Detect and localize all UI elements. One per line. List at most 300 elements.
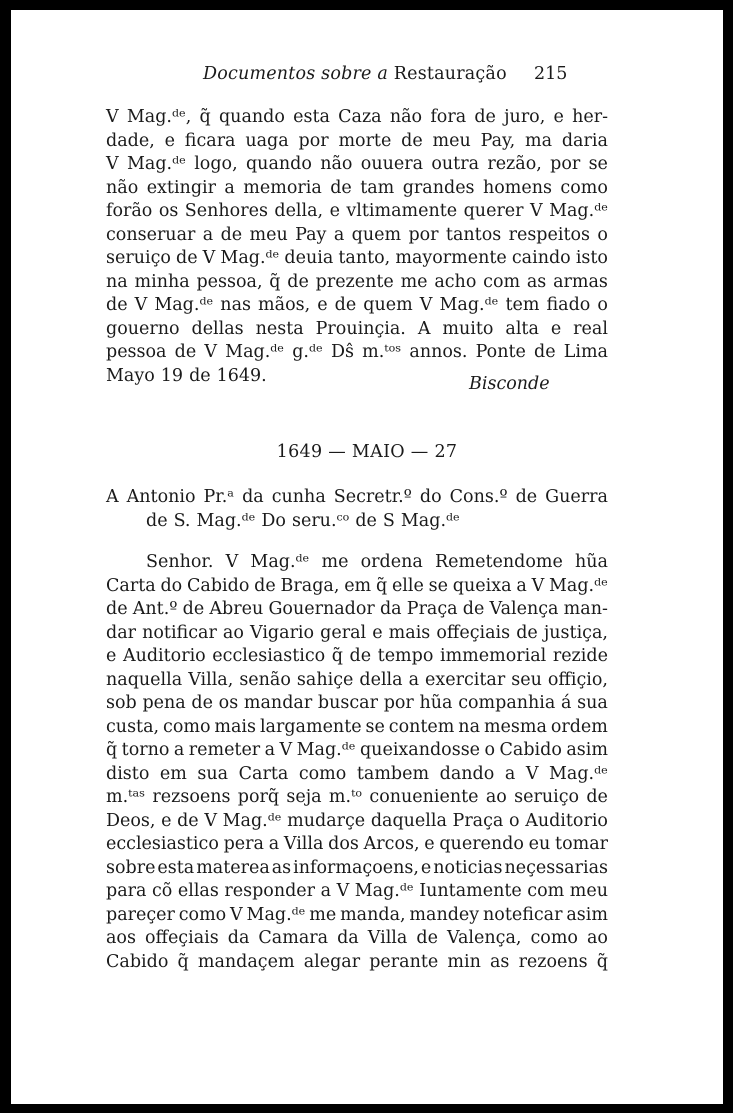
word: dos [328, 834, 359, 854]
word: her- [572, 107, 608, 127]
word: sobre [106, 857, 156, 878]
word: contem [388, 716, 455, 737]
word: V [106, 107, 119, 127]
word: V [336, 881, 350, 901]
word: de [106, 295, 128, 315]
word: offiçio, [547, 669, 608, 690]
word: como [530, 928, 578, 948]
word: de [146, 510, 168, 531]
word: Prouinçia. [315, 318, 406, 339]
word: ouuera [360, 154, 424, 174]
word: Cabido [187, 575, 250, 596]
word: Arcos, [363, 834, 420, 854]
word: por [408, 224, 439, 245]
word: memoria [243, 177, 322, 198]
word: de [355, 510, 377, 531]
word: do [160, 575, 183, 596]
word: os [158, 201, 179, 221]
word: asim [566, 904, 608, 925]
word: g.ᵈᵉ [292, 342, 323, 362]
word: senão [239, 669, 291, 690]
word: mandey [409, 904, 480, 925]
page-number: 215 [534, 64, 568, 84]
word: q̃ [331, 646, 343, 666]
word: pessoa [106, 342, 167, 362]
word: Mag.ᵈᵉ [400, 510, 460, 531]
text-line [106, 645, 608, 669]
word: seru.ᶜᵒ [291, 510, 350, 531]
address-line [106, 486, 608, 510]
word: dar [106, 622, 137, 643]
running-header [11, 64, 723, 94]
word: Dŝ [330, 342, 354, 362]
word: prezente [315, 271, 394, 292]
text-line [106, 130, 608, 154]
word: manda, [340, 904, 406, 925]
word: largamente [259, 716, 362, 737]
word: a [224, 177, 235, 198]
word: Valença, [446, 928, 522, 948]
word: nesta [255, 318, 304, 339]
word: informaçoens, [293, 857, 419, 878]
word: grandes [402, 177, 475, 198]
word: seruiço [106, 248, 171, 268]
text-line [106, 669, 608, 693]
word: Mag.ᵈᵉ [250, 552, 310, 572]
word: logo, [194, 154, 238, 174]
word: outra [431, 154, 479, 174]
word: alegar [303, 951, 361, 972]
word: Mag.ᵈᵉ [439, 295, 499, 315]
text-line [106, 551, 608, 575]
text-line [106, 857, 608, 881]
word: de [254, 575, 276, 596]
word: V [419, 295, 433, 315]
word: V [106, 154, 119, 174]
word: buscar [317, 693, 378, 713]
word: perante [369, 951, 439, 972]
word: disto [106, 763, 150, 784]
word: de [334, 295, 357, 315]
word: V [202, 248, 216, 268]
word: Villa, [188, 669, 234, 690]
word: se [588, 154, 608, 174]
word: Cabido [106, 951, 169, 972]
word: immemorial [439, 646, 547, 666]
word: como [298, 763, 347, 784]
word: gouerno [106, 318, 180, 339]
word: mais [388, 622, 431, 643]
word: me [309, 904, 337, 925]
word: pessoa, [196, 271, 263, 292]
text-line [106, 763, 608, 787]
word: caindo [511, 248, 571, 268]
word: Mag.ᵈᵉ [222, 810, 282, 831]
word: o [597, 295, 608, 315]
word: Praça [406, 599, 458, 619]
word: Mag.ᵈᵉ [126, 154, 186, 174]
text-line [106, 177, 608, 201]
text-line [106, 786, 608, 810]
word: e [329, 201, 340, 221]
word: as [271, 857, 292, 878]
text-line [106, 575, 608, 599]
word: q̃ [199, 107, 211, 127]
word: Pay [295, 224, 327, 245]
word: seja [286, 787, 322, 807]
word: Cons.º [449, 487, 508, 507]
word: Mag.ᵈᵉ [549, 575, 608, 596]
word: de [534, 342, 556, 362]
word: Senhor. [146, 552, 214, 572]
word: com [483, 271, 521, 292]
word: e [372, 622, 383, 643]
word: Lima [563, 342, 608, 362]
word: real [573, 318, 608, 339]
word: Guerra [545, 487, 608, 507]
header-title [203, 64, 507, 84]
word: juro, [504, 107, 546, 127]
word: della [359, 669, 403, 690]
word: extingir [146, 177, 216, 198]
word: Mag.ᵈᵉ [549, 763, 608, 784]
word: uaga [245, 130, 289, 151]
word: Villa [283, 834, 324, 854]
word: min [447, 951, 481, 972]
word: não [320, 154, 353, 174]
word: neçessarias [504, 857, 608, 878]
word: Iuntamente [419, 881, 522, 901]
word: da [227, 928, 250, 948]
word: ecclesiastico [106, 834, 219, 854]
text-line [106, 833, 608, 857]
word: Do [261, 510, 286, 531]
word: Mag.ᵈᵉ [154, 295, 214, 315]
word: e [553, 107, 564, 127]
word: V [230, 904, 243, 925]
word: Praça [452, 810, 504, 831]
word: Ant.º [132, 599, 178, 619]
word: como [178, 904, 227, 925]
text-line [106, 880, 608, 904]
word: seruiço [514, 787, 580, 807]
word: ao [485, 787, 507, 807]
word: V [204, 342, 218, 362]
word: Mag.ᵈᵉ [354, 881, 414, 901]
word: como [560, 177, 608, 198]
address-line [106, 510, 608, 534]
word: ma [525, 130, 553, 151]
word: 19 [160, 365, 184, 386]
word: Deos, [106, 810, 156, 831]
word: tem [505, 295, 540, 315]
word: Mag.ᵈᵉ [220, 248, 280, 268]
word: de [182, 599, 205, 619]
header-title-italic: Documentos sobre a [203, 64, 389, 84]
word: della, [274, 201, 324, 221]
word: de [462, 599, 485, 619]
word: tempo [377, 646, 434, 666]
word: de [349, 646, 372, 666]
word: q̃ [596, 951, 608, 972]
word: os [218, 693, 239, 713]
word: eu [528, 834, 551, 854]
word: ordena [360, 552, 423, 572]
word: S [382, 510, 395, 531]
word: noteficar [483, 904, 563, 925]
word: Braga, [280, 575, 340, 596]
word: custa, [106, 716, 160, 737]
word: me [321, 552, 349, 572]
word: na [458, 716, 481, 737]
text-line [106, 271, 608, 295]
word: o [597, 224, 608, 245]
word: as [526, 271, 547, 292]
word: Auditorio [122, 646, 206, 666]
word: m.ᵗᵒˢ [362, 342, 402, 362]
text-line [106, 927, 608, 951]
word: querendo [439, 834, 524, 854]
word: ordem [550, 716, 608, 737]
word: Villa [367, 928, 408, 948]
word: tambem [356, 763, 430, 784]
word: V [204, 810, 217, 831]
word: rezão, [487, 154, 542, 174]
word: Pr.ᵃ [203, 487, 235, 507]
word: forão [106, 201, 153, 221]
word: exercitar [425, 669, 506, 690]
word: Secretr.º [333, 487, 412, 507]
word: fiado [546, 295, 591, 315]
word: o [484, 740, 496, 760]
word: e [161, 810, 172, 831]
word: sob [106, 693, 137, 713]
word: a [202, 224, 214, 245]
word: com [527, 881, 565, 901]
word: torno [121, 740, 170, 760]
word: dando [439, 763, 495, 784]
word: tomar [555, 834, 608, 854]
word: meu [432, 130, 471, 151]
word: homens [482, 177, 552, 198]
word: Auditorio [525, 810, 608, 831]
word: rezsoens [152, 787, 231, 807]
word: noticias [433, 857, 503, 878]
word: Abreu [209, 599, 264, 619]
word: Cabido [499, 740, 562, 760]
text-line [106, 247, 608, 271]
word: por [383, 693, 414, 713]
word: asim [566, 740, 608, 760]
word: em [344, 575, 372, 596]
word: isto [575, 248, 608, 268]
word: para [106, 881, 147, 901]
word: de [189, 365, 211, 386]
word: seu [511, 669, 542, 690]
word: materea [196, 857, 270, 878]
word: de [287, 271, 309, 292]
word: ficara [184, 130, 236, 151]
signature: Bisconde [469, 374, 550, 394]
word: tam [360, 177, 395, 198]
date-heading: 1649 — MAIO — 27 [276, 442, 458, 462]
word: fora [430, 107, 467, 127]
word: meu [249, 224, 288, 245]
word: Mayo [106, 365, 155, 386]
word: porq̃ [237, 787, 280, 807]
word: por [550, 154, 581, 174]
word: e [317, 295, 328, 315]
word: não [106, 177, 139, 198]
word: geral [320, 622, 367, 643]
word: quem [363, 295, 413, 315]
word: man- [563, 599, 608, 619]
word: se [428, 575, 448, 596]
word: sahiçe [296, 669, 354, 690]
word: do [419, 487, 442, 507]
word: mesma [483, 716, 547, 737]
text-line [106, 622, 608, 646]
word: Vigario [250, 622, 315, 643]
word: e [424, 834, 435, 854]
word: offeçiais [436, 622, 511, 643]
word: a [264, 740, 276, 760]
word: tantos [445, 224, 502, 245]
word: q̃ [177, 951, 189, 972]
word: dellas [191, 318, 244, 339]
word: Carta [106, 575, 156, 596]
word: V [225, 552, 239, 572]
word: Mag.ᵈᵉ [225, 342, 285, 362]
word: Gouernador [268, 599, 375, 619]
word: muito [442, 318, 494, 339]
word: por [298, 130, 329, 151]
word: ao [222, 622, 244, 643]
word: hũa [574, 552, 608, 572]
header-title-roman: Restauração [393, 64, 507, 84]
word: Mag.ᵈᵉ, [126, 107, 192, 127]
word: hũa [419, 693, 453, 713]
word: quando [218, 107, 285, 127]
word: de [174, 342, 197, 362]
word: não [389, 107, 423, 127]
word: ellas [177, 881, 219, 901]
word: Valença [489, 599, 559, 619]
text-line [106, 153, 608, 177]
word: pena [142, 693, 186, 713]
word: annos. [409, 342, 468, 362]
word: Antonio [126, 487, 196, 507]
word: V [529, 201, 543, 221]
word: o [509, 810, 520, 831]
word: e [106, 646, 117, 666]
word: A [106, 487, 119, 507]
word: acho [434, 271, 477, 292]
word: quando [245, 154, 312, 174]
word: pera [223, 834, 264, 854]
word: esta [293, 107, 330, 127]
word: a [320, 881, 332, 901]
word: as [490, 951, 510, 972]
word: queixa [452, 575, 512, 596]
word: aos [106, 928, 136, 948]
word: da [337, 928, 359, 948]
word: mandar [243, 693, 313, 713]
word: alta [505, 318, 539, 339]
word: de [176, 248, 198, 268]
word: meu [569, 881, 608, 901]
word: remeter [188, 740, 261, 760]
word: de [177, 810, 199, 831]
word: V [531, 575, 545, 596]
word: de [474, 107, 496, 127]
word: se [365, 716, 385, 737]
word: offeçiais [144, 928, 219, 948]
word: respeitos [508, 224, 591, 245]
word: sua [577, 693, 608, 713]
word: daria [561, 130, 608, 151]
word: S. [173, 510, 191, 531]
paragraph-2 [106, 551, 608, 974]
word: a [333, 224, 345, 245]
word: da [379, 599, 402, 619]
word: elle [391, 575, 424, 596]
word: á [561, 693, 572, 713]
word: rezoens [518, 951, 588, 972]
word: Remetendome [434, 552, 563, 572]
word: notificar [142, 622, 217, 643]
text-line [106, 294, 608, 318]
word: de [416, 928, 438, 948]
word: justiça, [543, 622, 608, 643]
text-line [106, 106, 608, 130]
word: em [159, 763, 187, 784]
word: A [417, 318, 431, 339]
text-line [106, 716, 608, 740]
word: de [586, 787, 608, 807]
word: a [504, 763, 516, 784]
word: de [515, 487, 538, 507]
word: mãos, [258, 295, 311, 315]
word: daquella [370, 810, 447, 831]
word: da [242, 487, 264, 507]
address-block [106, 486, 608, 533]
word: e [420, 857, 432, 878]
word: como [163, 716, 211, 737]
text-line [106, 904, 608, 928]
word: Carta [238, 763, 289, 784]
word: responder [224, 881, 316, 901]
text-line [106, 810, 608, 834]
word: 1649. [216, 365, 267, 386]
word: a [268, 834, 280, 854]
text-line [106, 951, 608, 975]
word: pareçer [106, 904, 175, 925]
word: m.ᵗᵒ [328, 787, 363, 807]
text-line [106, 598, 608, 622]
word: Pay, [480, 130, 516, 151]
word: esta [157, 857, 195, 878]
word: Mag.ᵈᵉ [246, 904, 306, 925]
word: a [516, 575, 527, 596]
text-line [106, 692, 608, 716]
word: mayormente [395, 248, 507, 268]
word: vltimamente [346, 201, 458, 221]
word: q̃ [375, 575, 388, 596]
word: Caza [338, 107, 382, 127]
word: Mag.ᵈᵉ [549, 201, 608, 221]
paragraph-1 [106, 106, 608, 388]
